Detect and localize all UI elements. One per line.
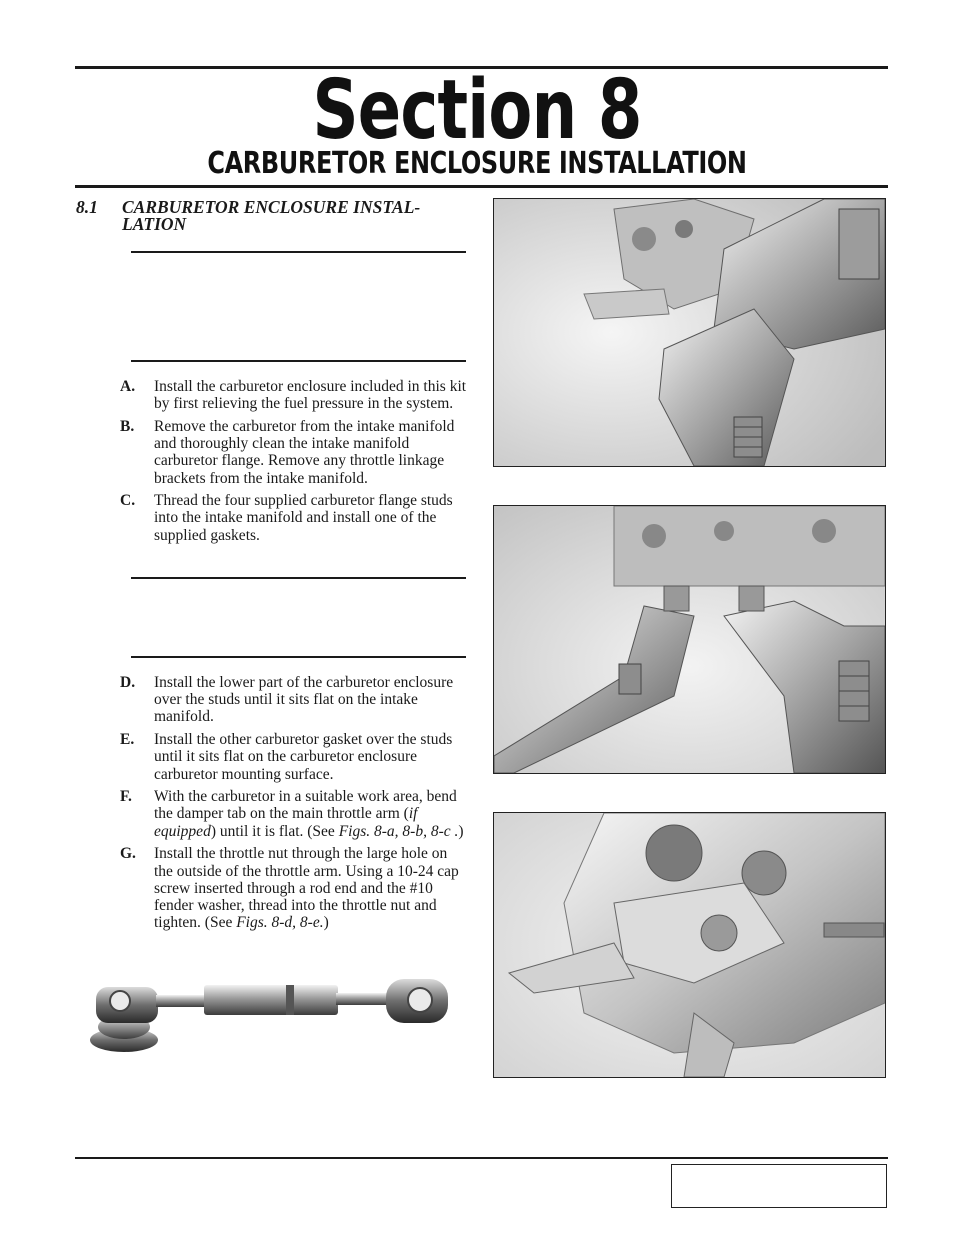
step-g-text-1: Install the throttle nut through the large hole on the outside of the throttle arm. Using a 10-24 cap screw inserted through a rod end and the #10 fender washer, thread into the throttle nut and tighten. (See: [154, 845, 459, 932]
step-text: [154, 788, 464, 839]
note-rule-bottom-1: [131, 360, 466, 362]
step-text: Remove the carburetor from the intake manifold and thoroughly clean the intake manifold carburetor flange. Remove any throttle linkage brackets from the intake manifold.: [154, 417, 455, 487]
step-text: [154, 845, 459, 931]
step-letter: F.: [120, 788, 132, 806]
step-letter: E.: [120, 731, 135, 749]
steps-list-1: [120, 378, 468, 549]
step-g-text-2: ): [323, 914, 329, 932]
section-title: Section 8: [312, 63, 642, 158]
step-text: Install the other carburetor gasket over the studs until it sits flat on the carburetor enclosure carburetor mounting surface.: [154, 731, 453, 783]
step-letter: A.: [120, 378, 136, 395]
carburetor-throttle-arm-photo: [493, 812, 886, 1078]
step-e: [120, 731, 468, 783]
step-f-text-1: With the carburetor in a suitable work area, bend the damper tab on the main throttle arm (: [154, 788, 457, 823]
carburetor-two-wrenches-photo: [493, 505, 886, 774]
step-letter: C.: [120, 492, 136, 510]
step-f-text-3: ): [458, 822, 464, 840]
step-a: [120, 378, 468, 412]
step-f-italic-2: Figs. 8-a, 8-b, 8-c .: [338, 822, 459, 840]
step-d: [120, 674, 468, 726]
section-subtitle: CARBURETOR ENCLOSURE INSTALLATION: [207, 146, 747, 181]
step-text: Install the lower part of the carburetor enclosure over the studs until it sits flat on the intake manifold.: [154, 674, 454, 726]
note-rule-top-2: [131, 577, 466, 579]
step-f: [120, 788, 468, 840]
step-letter: D.: [120, 674, 136, 691]
section-heading-number: 8.1: [76, 197, 98, 217]
title-rule: [75, 185, 888, 188]
footer-rule: [75, 1157, 888, 1159]
step-g: [120, 845, 468, 931]
carburetor-wrench-photo: [493, 198, 886, 467]
note-rule-top-1: [131, 251, 466, 253]
steps-list-2: [120, 674, 468, 937]
step-text: Install the carburetor enclosure included in this kit by first relieving the fuel pressure in the system.: [154, 378, 467, 413]
step-letter: G.: [120, 845, 136, 863]
note-rule-bottom-2: [131, 656, 466, 658]
step-letter: B.: [120, 417, 135, 435]
section-heading-text: CARBURETOR ENCLOSURE INSTAL-LATION: [122, 197, 421, 234]
step-g-italic: Figs. 8-d, 8-e.: [236, 914, 324, 932]
step-f-text-2: ) until it is flat. (See: [210, 822, 339, 840]
step-text: Thread the four supplied carburetor flange studs into the intake manifold and install one of the supplied gaskets.: [154, 492, 453, 544]
page-number-box: [671, 1164, 887, 1208]
throttle-rod-photo: [86, 965, 456, 1060]
step-c: [120, 492, 468, 544]
step-f-italic-1: if equipped: [154, 805, 418, 840]
step-b: [120, 418, 468, 487]
